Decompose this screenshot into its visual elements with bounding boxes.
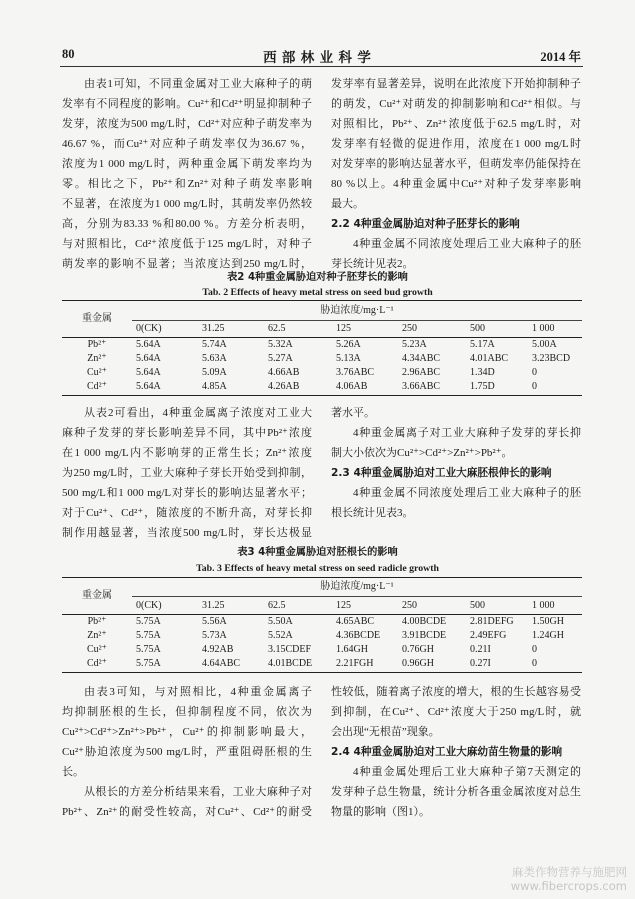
column-header: 250 xyxy=(398,597,466,615)
text-line: 萌发率的影响不显著；当浓度达到250 mg/L时， xyxy=(62,258,312,270)
table-cell: 0.76GH xyxy=(402,643,434,655)
column-header: 62.5 xyxy=(264,597,332,615)
table-cell: 5.64A xyxy=(136,352,161,364)
text-line: Cu²⁺>Cd²⁺>Zn²⁺>Pb²⁺，Cu²⁺的抑制影响最大， xyxy=(62,726,312,738)
text-column-right xyxy=(331,403,581,523)
table-cell: 5.50A xyxy=(268,615,293,627)
text-line: 制大小依次为Cu²⁺>Cd²⁺>Zn²⁺>Pb²⁺。 xyxy=(331,447,513,459)
table3-caption-cn: 表3 4种重金属胁迫对胚根长的影响 xyxy=(237,547,398,558)
text-line: 对发芽率的影响达显著水平，但萌发率仍能保持在 xyxy=(331,158,581,170)
table-cell: 5.56A xyxy=(202,615,227,627)
text-column-left xyxy=(62,74,312,274)
table-row xyxy=(62,338,582,352)
table-row xyxy=(62,629,582,643)
table-cell: 0 xyxy=(532,643,537,655)
table-cell: 0 xyxy=(532,381,537,393)
text-line: 麻种子发芽的芽长影响差异不同，其中Pb²⁺浓度 xyxy=(62,427,312,439)
metal-label: Cu²⁺ xyxy=(87,643,107,655)
text-line: 发芽种子总生物量，统计分析各重金属浓度对总生 xyxy=(331,786,581,798)
table-cell: 5.64A xyxy=(136,338,161,350)
table-cell: 2.21FGH xyxy=(336,658,374,670)
table-row xyxy=(62,643,582,657)
text-column-right xyxy=(331,74,581,274)
table-cell: 4.85A xyxy=(202,381,227,393)
text-line: 性较低，随着离子浓度的增大，根的生长越容易受 xyxy=(331,686,581,698)
column-header: 0(CK) xyxy=(132,597,198,615)
table-cell: 3.23BCD xyxy=(532,352,571,364)
table-cell: 5.52A xyxy=(268,629,293,641)
table-cell: 5.64A xyxy=(136,381,161,393)
table3-caption-en: Tab. 3 Effects of heavy metal stress on seed radicle growth xyxy=(196,563,439,574)
table-cell: 4.26AB xyxy=(268,381,300,393)
text-line: 由表3可知，与对照相比，4种重金属离子 xyxy=(84,686,312,698)
metal-label: Zn²⁺ xyxy=(87,629,107,641)
text-line: 高，分别为83.33 %和80.00 %。方差分析表明， xyxy=(62,218,312,230)
metal-label: Cu²⁺ xyxy=(87,366,107,378)
table-cell: 2.49EFG xyxy=(470,629,507,641)
row-header: 重金属 xyxy=(62,578,132,615)
table-cell: 5.73A xyxy=(202,629,227,641)
table-cell: 4.06AB xyxy=(336,381,368,393)
table3 xyxy=(62,577,582,673)
table-cell: 0 xyxy=(532,658,537,670)
column-header: 31.25 xyxy=(198,597,264,615)
table-cell: 5.23A xyxy=(402,338,427,350)
table-cell: 5.75A xyxy=(136,615,161,627)
text-line: 46.67 %，而Cu²⁺对应种子萌发率仅为36.67 %， xyxy=(62,138,312,150)
table-row xyxy=(62,380,582,396)
text-line: 在1 000 mg/L内不影响芽的正常生长；Zn²⁺浓度 xyxy=(62,447,312,459)
metal-label: Cd²⁺ xyxy=(87,381,107,393)
text-column-left xyxy=(62,682,312,822)
text-line: 零。相比之下，Pb²⁺和Zn²⁺对种子萌发率影响 xyxy=(62,178,312,190)
table2-caption-cn: 表2 4种重金属胁迫对种子胚芽长的影响 xyxy=(227,272,408,283)
text-line: 物量的影响（图1）。 xyxy=(331,806,430,818)
text-line: 到抑制，在Cu²⁺、Cd²⁺浓度大于250 mg/L时，就 xyxy=(331,706,581,718)
text-line: 发芽率有轻微的促进作用，浓度在1 000 mg/L时 xyxy=(331,138,581,150)
table-cell: 3.66ABC xyxy=(402,381,441,393)
metal-label: Pb²⁺ xyxy=(87,338,107,350)
table-cell: 5.75A xyxy=(136,629,161,641)
table-cell: 0.27I xyxy=(470,658,491,670)
column-header: 1 000 xyxy=(528,321,582,338)
section-heading-2-3: 2.3 4种重金属胁迫对工业大麻胚根伸长的影响 xyxy=(331,467,552,479)
table-cell: 4.36BCDE xyxy=(336,629,381,641)
text-line: 不显著，在浓度为1 000 mg/L时，其萌发率仍然较 xyxy=(62,198,312,210)
text-line: 最大。 xyxy=(331,198,364,210)
table-cell: 1.24GH xyxy=(532,629,564,641)
metal-label: Zn²⁺ xyxy=(87,352,107,364)
text-line: 4种重金属离子对工业大麻种子发芽的芽长抑 xyxy=(353,427,581,439)
watermark-url: www.fibercrops.com xyxy=(510,879,627,893)
text-line: Pb²⁺、Zn²⁺的耐受性较高，对Cu²⁺、Cd²⁺的耐受 xyxy=(62,806,312,818)
table-cell: 0 xyxy=(532,366,537,378)
table-cell: 1.64GH xyxy=(336,643,368,655)
text-line: 由表1可知，不同重金属对工业大麻种子的萌 xyxy=(84,78,312,90)
column-header: 125 xyxy=(332,597,398,615)
text-line: 根长统计见表3。 xyxy=(331,507,414,519)
table-cell: 0.96GH xyxy=(402,658,434,670)
header-rule xyxy=(60,66,583,67)
table-cell: 3.15CDEF xyxy=(268,643,312,655)
text-line: 发率有不同程度的影响。Cu²⁺和Cd²⁺明显抑制种子 xyxy=(62,98,312,110)
table-row xyxy=(62,615,582,629)
column-header: 1 000 xyxy=(528,597,582,615)
table2-caption-en: Tab. 2 Effects of heavy metal stress on seed bud growth xyxy=(202,287,433,298)
text-line: 著水平。 xyxy=(331,407,375,419)
text-line: 从表2可看出，4种重金属离子浓度对工业大 xyxy=(84,407,312,419)
table-cell: 4.64ABC xyxy=(202,658,241,670)
page-number: 80 xyxy=(62,47,75,61)
column-header: 0(CK) xyxy=(132,321,198,338)
table-cell: 5.09A xyxy=(202,366,227,378)
table2 xyxy=(62,300,582,396)
column-header: 62.5 xyxy=(264,321,332,338)
text-line: 会出现“无根苗”现象。 xyxy=(331,726,440,738)
text-line: 发芽，浓度为500 mg/L时，Cd²⁺对应种子萌发率为 xyxy=(62,118,312,130)
column-header: 500 xyxy=(466,321,528,338)
column-header: 250 xyxy=(398,321,466,338)
text-line: 500 mg/L和1 000 mg/L对芽长的影响达显著水平； xyxy=(62,487,312,499)
table-cell: 4.01BCDE xyxy=(268,658,313,670)
text-line: 对于Cu²⁺、Cd²⁺，随浓度的不断升高，对芽长抑 xyxy=(62,507,312,519)
table-cell: 4.66AB xyxy=(268,366,300,378)
table-cell: 5.74A xyxy=(202,338,227,350)
table-cell: 2.81DEFG xyxy=(470,615,514,627)
table-row xyxy=(62,366,582,380)
column-header: 500 xyxy=(466,597,528,615)
text-line: 4种重金属不同浓度处理后工业大麻种子的胚 xyxy=(353,238,581,250)
table-cell: 4.00BCDE xyxy=(402,615,447,627)
table-cell: 1.34D xyxy=(470,366,495,378)
row-header: 重金属 xyxy=(62,301,132,338)
text-line: Cu²⁺胁迫浓度为500 mg/L时，严重阻碍胚根的生 xyxy=(62,746,312,758)
table-cell: 4.01ABC xyxy=(470,352,509,364)
section-heading-2-4: 2.4 4种重金属胁迫对工业大麻幼苗生物量的影响 xyxy=(331,746,563,758)
table-cell: 5.63A xyxy=(202,352,227,364)
section-heading-2-2: 2.2 4种重金属胁迫对种子胚芽长的影响 xyxy=(331,218,520,230)
table-cell: 4.65ABC xyxy=(336,615,375,627)
text-line: 发芽率有显著差异，说明在此浓度下开始抑制种子 xyxy=(331,78,581,90)
text-column-left xyxy=(62,403,312,543)
table-cell: 5.27A xyxy=(268,352,293,364)
table-cell: 5.00A xyxy=(532,338,557,350)
table-cell: 1.75D xyxy=(470,381,495,393)
text-line: 80 %以上。4种重金属中Cu²⁺对种子发芽率影响 xyxy=(331,178,581,190)
table-row xyxy=(62,352,582,366)
table-cell: 5.75A xyxy=(136,658,161,670)
text-line: 4种重金属不同浓度处理后工业大麻种子的胚 xyxy=(353,487,581,499)
table-cell: 4.34ABC xyxy=(402,352,441,364)
text-column-right xyxy=(331,682,581,822)
text-line: 从根长的方差分析结果来看，工业大麻种子对 xyxy=(84,786,312,798)
text-line: 芽长统计见表2。 xyxy=(331,258,414,270)
text-line: 均抑制胚根的生长，但抑制程度不同，依次为 xyxy=(62,706,312,718)
text-line: 为250 mg/L时，工业大麻种子芽长开始受到抑制， xyxy=(62,467,312,479)
table-cell: 5.13A xyxy=(336,352,361,364)
text-line: 的萌发，Cu²⁺对萌发的抑制影响和Cd²⁺相似。与 xyxy=(331,98,581,110)
text-line: 4种重金属处理后工业大麻种子第7天测定的 xyxy=(353,766,581,778)
table-cell: 5.64A xyxy=(136,366,161,378)
text-line: 对照相比，Pb²⁺、Zn²⁺浓度低于62.5 mg/L时，对 xyxy=(331,118,581,130)
table-cell: 5.17A xyxy=(470,338,495,350)
text-line: 与对照相比，Cd²⁺浓度低于125 mg/L时，对种子 xyxy=(62,238,312,250)
table-cell: 3.91BCDE xyxy=(402,629,447,641)
column-header: 125 xyxy=(332,321,398,338)
text-line: 制作用越显著，当浓度500 mg/L时，芽长达极显 xyxy=(62,527,312,539)
journal-title: 西 部 林 业 科 学 xyxy=(263,50,372,65)
text-line: 长。 xyxy=(62,766,84,778)
table-cell: 0.21I xyxy=(470,643,491,655)
table-cell: 5.75A xyxy=(136,643,161,655)
concentration-header: 胁迫浓度/mg·L⁻¹ xyxy=(132,301,582,321)
publication-year: 2014 年 xyxy=(540,50,581,64)
metal-label: Cd²⁺ xyxy=(87,658,107,670)
table-cell: 4.92AB xyxy=(202,643,234,655)
table-cell: 1.50GH xyxy=(532,615,564,627)
table-cell: 2.96ABC xyxy=(402,366,441,378)
text-line: 浓度为1 000 mg/L时，两种重金属下萌发率均为 xyxy=(62,158,312,170)
metal-label: Pb²⁺ xyxy=(87,615,107,627)
table-cell: 5.32A xyxy=(268,338,293,350)
table-row xyxy=(62,657,582,673)
table-cell: 3.76ABC xyxy=(336,366,375,378)
concentration-header: 胁迫浓度/mg·L⁻¹ xyxy=(132,578,582,597)
watermark-site-name: 麻类作物营养与施肥网 xyxy=(512,865,627,879)
column-header: 31.25 xyxy=(198,321,264,338)
table-cell: 5.26A xyxy=(336,338,361,350)
